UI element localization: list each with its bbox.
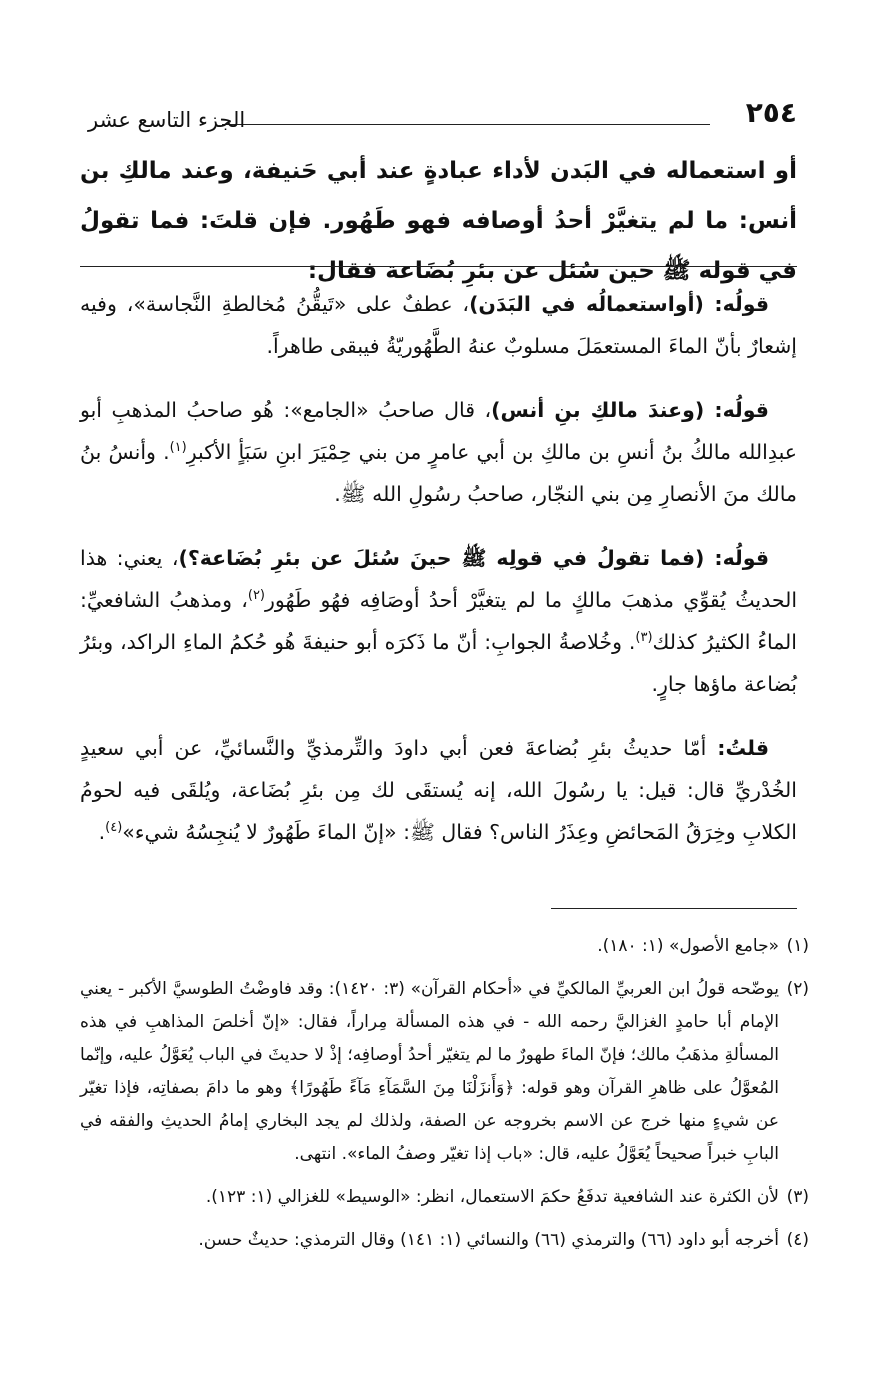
footnote bbox=[80, 973, 809, 1171]
main-text-rule bbox=[80, 266, 797, 267]
footnote-text: «جامع الأصول» (١: ١٨٠). bbox=[597, 936, 779, 956]
commentary-paragraph bbox=[80, 727, 797, 853]
footnote-number: (٣) bbox=[786, 1187, 809, 1207]
header-rule bbox=[222, 124, 710, 125]
footnote bbox=[80, 930, 809, 963]
footnote-number: (٤) bbox=[786, 1230, 809, 1250]
commentary-paragraph bbox=[80, 389, 797, 515]
commentary-text: ، ومذهبُ الشافعيِّ: الماءُ الكثيرُ كذلك bbox=[80, 588, 797, 654]
footnotes bbox=[80, 930, 809, 1267]
commentary-lead: قولُه: (وعندَ مالكِ بنِ أنس) bbox=[491, 398, 769, 422]
commentary-text: ، قال صاحبُ «الجامع»: هُو صاحبُ المذهبِ أبو عبدِالله مالكُ بنُ أنسِ بن مالكِ بن أبي عامرٍ من بني حِمْيَرَ ابنِ سَبَأٍ الأكبرِ bbox=[80, 398, 797, 464]
commentary-text: . bbox=[98, 820, 106, 844]
main-text: أو استعماله في البَدن لأداء عبادةٍ عند أبي حَنيفة، وعند مالكِ بن أنس: ما لم يتغيَّرْ أحدُ أوصافه فهو طَهُور. فإن قلتَ: فما تقولُ في قوله ﷺ حين سُئل عن بئرِ بُضَاعة فقال: bbox=[80, 158, 797, 284]
footnote-text: يوضّحه قولُ ابن العربيِّ المالكيِّ في «أحكام القرآن» (٣: ١٤٢٠): وقد فاوضْتُ الطوسيَّ الأكبر - يعني الإمام أبا حامدٍ الغزاليَّ رحمه الله - في هذه المسألة مِراراً، فقال: «إنّ أخلصَ المذاهبِ في هذه المسألةِ مذهَبُ مالك؛ فإنّ الماءَ طهورٌ ما لم يتغيّر أحدُ أوصافِه؛ إذْ لا حديثَ في الباب يُعَوَّلُ عليه، وإنّما المُعوَّلُ على ظاهرِ القرآن وهو قوله: ﴿وَأَنزَلْنَا مِنَ السَّمَآءِ مَآءً طَهُورًا﴾ وهو ما دامَ بصفاتِه، فإذا تغيّر عن شيءٍ منها خرج عن الاسم بخروجه عن الصفة، ولذلك لم يجد البخاري إمامُ الحديثِ والفقه في البابِ خبراً صحيحاً يُعَوَّلُ عليه، قال: «باب إذا تغيّر وصفُ الماء». انتهى. bbox=[80, 979, 779, 1164]
footnote-number: (٢) bbox=[786, 979, 809, 999]
commentary-text: ، يعني: هذا الحديثُ يُقوِّي مذهبَ مالكٍ ما لم يتغيَّرْ أحدُ أوصَافِه فهُو طَهُور bbox=[80, 546, 798, 612]
footnote-rule bbox=[551, 908, 797, 909]
commentary-lead: قلتُ: bbox=[717, 736, 769, 760]
footnote-text: أخرجه أبو داود (٦٦) والترمذي (٦٦) والنسائي (١: ١٤١) وقال الترمذي: حديثٌ حسن. bbox=[198, 1230, 779, 1250]
commentary-text: ، عطفٌ على «تَيقُّنُ مُخالطةِ النَّجاسة»، وفيه إشعارٌ بأنّ الماءَ المستعمَلَ مسلوبٌ عنهُ الطَّهُوريّةُ فيبقى طاهراً. bbox=[80, 292, 797, 358]
footnote-number: (١) bbox=[786, 936, 809, 956]
footnote bbox=[80, 1224, 809, 1257]
commentary-text: . وأنسُ بنُ مالك منَ الأنصارِ مِن بني النجّار، صاحبُ رسُولِ الله ﷺ. bbox=[80, 440, 797, 506]
commentary-text: أمّا حديثُ بئرِ بُضاعةَ فعن أبي داودَ والتِّرمذيِّ والنَّسائيِّ، عن أبي سعيدٍ الخُدْريِّ قال: قيل: يا رسُولَ الله، إنه يُستقَى لك مِن بئرِ بُضَاعة، ويُلقَى فيه لحومُ الكلابِ وخِرَقُ المَحائضِ وعِذَرُ الناس؟ فقال ﷺ: «إنّ الماءَ طَهُورٌ لا يُنجِسُهُ شيء» bbox=[80, 736, 797, 844]
commentary-paragraph bbox=[80, 537, 797, 705]
footnote-marker[interactable]: (٤) bbox=[105, 820, 123, 836]
footnote bbox=[80, 1181, 809, 1214]
footnote-marker[interactable]: (٣) bbox=[635, 630, 653, 646]
running-title: الجزء التاسع عشر bbox=[88, 108, 246, 132]
commentary-lead: قولُه: (فما تقولُ في قولِه ﷺ حينَ سُئلَ عن بئرِ بُضَاعة؟) bbox=[178, 546, 769, 570]
commentary-lead: قولُه: (أواستعمالُه في البَدَن) bbox=[469, 292, 769, 316]
footnote-marker[interactable]: (٢) bbox=[247, 588, 265, 604]
commentary-paragraph bbox=[80, 283, 797, 367]
footnote-marker[interactable]: (١) bbox=[169, 440, 187, 456]
commentary bbox=[80, 283, 797, 875]
commentary-text: . وخُلاصةُ الجوابِ: أنّ ما ذَكرَه أبو حنيفةَ هُو حُكمُ الماءِ الراكد، وبئرُ بُضاعة ماؤها جارٍ. bbox=[80, 630, 797, 696]
footnote-text: لأن الكثرة عند الشافعية تدفَعُ حكمَ الاستعمال، انظر: «الوسيط» للغزالي (١: ١٢٣). bbox=[205, 1187, 779, 1207]
page-number: ٢٥٤ bbox=[745, 96, 797, 129]
